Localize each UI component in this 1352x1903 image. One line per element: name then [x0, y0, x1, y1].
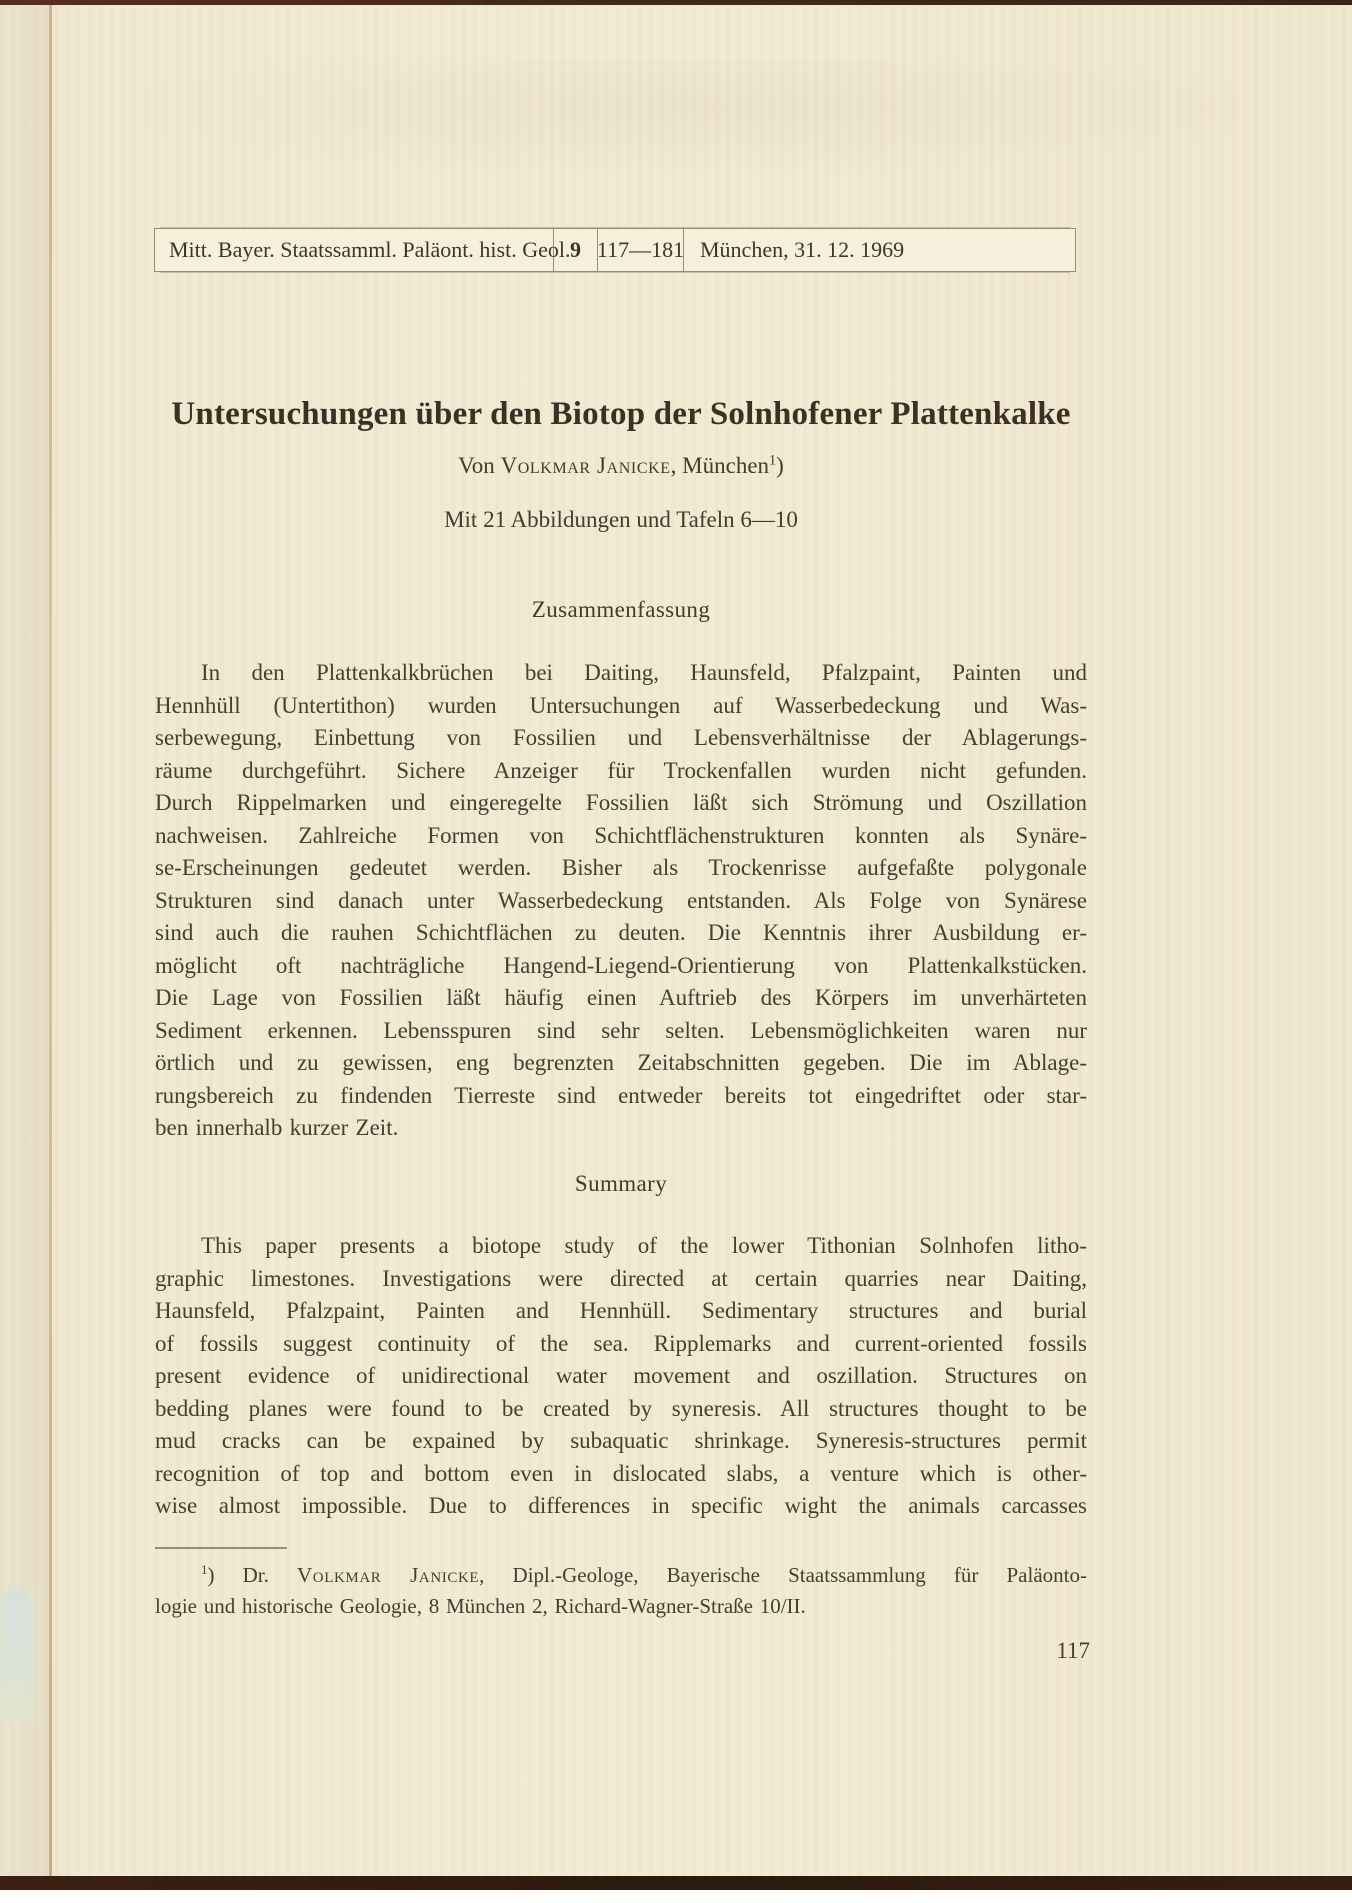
heading-zusammenfassung: Zusammenfassung [531, 597, 711, 622]
illustrations-note: Mit 21 Abbildungen und Tafeln 6—10 [444, 507, 798, 532]
summary-line: present evidence of unidirectional water movement and oszillation. Structures on [155, 1363, 1087, 1388]
citation-box [154, 228, 1076, 272]
citation-place-date: München, 31. 12. 1969 [683, 229, 1075, 271]
summary-line: This paper presents a biotope study of the lower Tithonian Solnhofen litho- [201, 1233, 1087, 1258]
abstract-line: räume durchgeführt. Sichere Anzeiger für Trockenfallen wurden nicht gefunden. [155, 757, 1087, 783]
citation-journal: Mitt. Bayer. Staatssamml. Paläont. hist. Geol. [169, 237, 571, 262]
abstract-line: serbewegung, Einbettung von Fossilien und Lebensverhältnisse der Ablagerungs- [155, 725, 1087, 750]
footnote-divider [155, 1547, 287, 1549]
abstract-line: örtlich und zu gewissen, eng begrenzten Zeitabschnitten gegeben. Die im Ablage- [155, 1050, 1087, 1075]
page-number: 117 [1056, 1638, 1090, 1663]
page-fold-line [49, 0, 52, 1903]
abstract-line: sind auch die rauhen Schichtflächen zu deuten. Die Kenntnis ihrer Ausbildung er- [155, 920, 1087, 945]
citation-volume: 9 [553, 229, 597, 271]
abstract-line: Hennhüll (Untertithon) wurden Untersuchungen auf Wasserbedeckung und Was- [155, 692, 1087, 718]
summary-line: recognition of top and bottom even in dislocated slabs, a venture which is other- [155, 1460, 1087, 1486]
heading-summary: Summary [574, 1171, 668, 1196]
byline [155, 453, 1087, 479]
abstract-line: nachweisen. Zahlreiche Formen von Schichtflächenstrukturen konnten als Synäre- [155, 822, 1087, 848]
abstract-line: In den Plattenkalkbrüchen bei Daiting, Haunsfeld, Pfalzpaint, Painten und [201, 660, 1087, 685]
bookmark-tab [3, 1591, 30, 1719]
scan-top-edge [0, 0, 1352, 5]
scan-bottom-edge [0, 1876, 1352, 1890]
abstract-line: Die Lage von Fossilien läßt häufig einen Auftrieb des Körpers im unverhärteten [155, 985, 1087, 1010]
summary-line: mud cracks can be expained by subaquatic shrinkage. Syneresis-structures permit [155, 1428, 1087, 1453]
scan-smudge [80, 60, 1320, 180]
footnote-line: logie und historische Geologie, 8 München 2, Richard-Wagner-Straße 10/II. [155, 1593, 806, 1618]
abstract-line: se-Erscheinungen gedeutet werden. Bisher als Trockenrisse aufgefaßte polygonale [155, 855, 1087, 880]
summary-line: of fossils suggest continuity of the sea. Ripplemarks and current-oriented fossils [155, 1330, 1087, 1356]
citation-pages: 117—181 [597, 229, 683, 271]
footnote-rest: , Dipl.-Geologe, Bayerische Staatssammlung für Paläonto- [479, 1563, 1087, 1587]
scan-margin-white [0, 1890, 1352, 1903]
abstract-line: Sediment erkennen. Lebensspuren sind sehr selten. Lebensmöglichkeiten waren nur [155, 1017, 1087, 1043]
summary-line: Haunsfeld, Pfalzpaint, Painten and Hennhüll. Sedimentary structures and burial [155, 1298, 1087, 1323]
byline-close: ) [776, 453, 784, 478]
summary-line: bedding planes were found to be created by syneresis. All structures thought to be [155, 1395, 1087, 1421]
abstract-english [155, 1230, 1087, 1523]
paper-title: Untersuchungen über den Biotop der Solnhofener Plattenkalke [171, 396, 1071, 432]
byline-prefix: Von [458, 453, 501, 478]
abstract-line: Strukturen sind danach unter Wasserbedeckung entstanden. Als Folge von Synärese [155, 887, 1087, 913]
footnote-mark: 1 [201, 1562, 208, 1577]
summary-line: wise almost impossible. Due to differences in specific wight the animals carcasses [155, 1493, 1087, 1518]
footnote-reference-mark: 1 [769, 452, 777, 469]
footnote [155, 1560, 1087, 1621]
abstract-german [155, 657, 1087, 1145]
abstract-line: Durch Rippelmarken und eingeregelte Fossilien läßt sich Strömung und Oszillation [155, 790, 1087, 815]
abstract-line: rungsbereich zu findenden Tierreste sind entweder bereits tot eingedriftet oder star- [155, 1082, 1087, 1108]
footnote-author-name: Volkmar Janicke [297, 1563, 480, 1587]
summary-line: graphic limestones. Investigations were directed at certain quarries near Daiting, [155, 1265, 1087, 1291]
footnote-line [155, 1560, 1087, 1591]
abstract-line: ben innerhalb kurzer Zeit. [155, 1115, 399, 1140]
abstract-line: möglicht oft nachträgliche Hangend-Liegend-Orientierung von Plattenkalkstücken. [155, 952, 1087, 978]
author-name: Volkmar Janicke [500, 453, 671, 478]
footnote-pre: ) Dr. [207, 1563, 298, 1587]
byline-place: , München [670, 453, 770, 478]
